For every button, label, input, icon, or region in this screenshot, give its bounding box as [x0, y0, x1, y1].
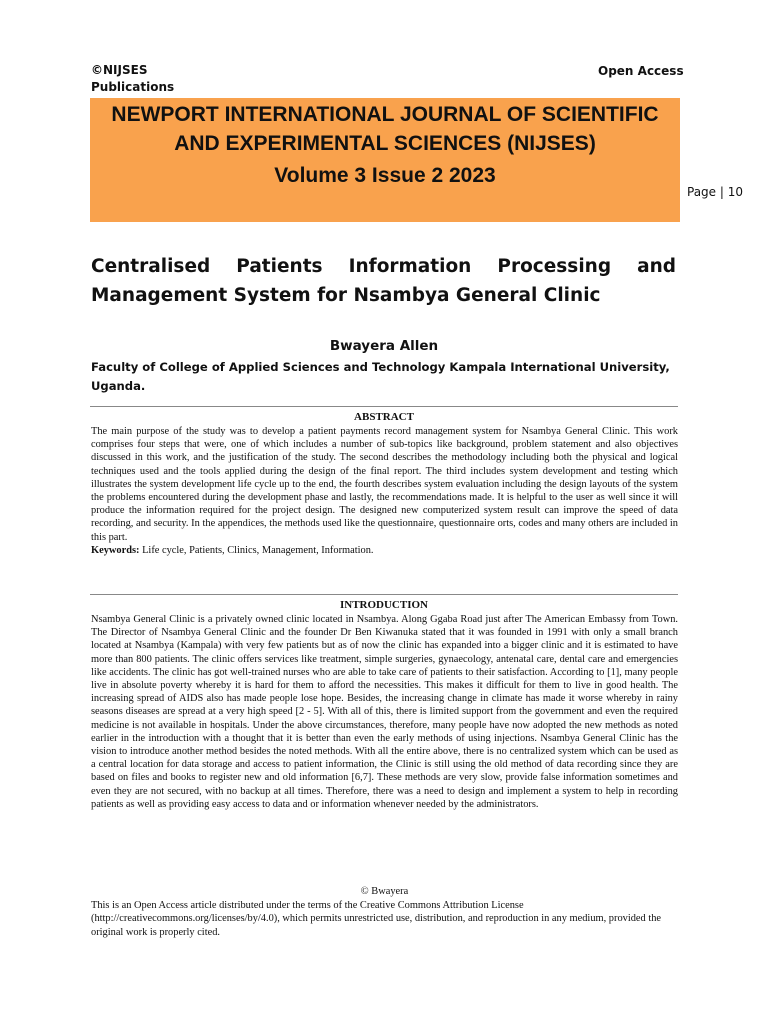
section-divider: [90, 406, 678, 407]
article-author: Bwayera Allen: [329, 338, 439, 354]
keywords-label: Keywords:: [91, 544, 140, 556]
author-affiliation: Faculty of College of Applied Sciences and Technology Kampala International University, Uganda.: [91, 360, 670, 393]
copyright-line: © Bwayera: [360, 886, 409, 897]
introduction-heading: INTRODUCTION: [339, 599, 428, 611]
article-title: Centralised Patients Information Processing and Management System for Nsambya General Clinic: [91, 256, 676, 306]
page-number: Page | 10: [687, 185, 743, 199]
publisher-label: ©NIJSES Publications: [91, 63, 175, 94]
introduction-text: Nsambya General Clinic is a privately owned clinic located in Nsambya. Along Ggaba Road just after The American Embassy from Town. The Director of Nsambya General Clinic and the founder Dr Ben Kiwanuka stated that it was founded in 1991 with only a small branch located at Nsambya (Kampala) with very few patients but as of now the clinic has expanded into a bigger clinic and it is estimated to have more than 800 patients. The clinic offers services like treatment, simple surgeries, gynaecology, antenatal care, dental care and emergencies like accidents. The clinic has got well-trained nurses who are able to take care of patients to their satisfaction. According to [1], many people live in absolute poverty whereby it is hard for them to afford the necessities. This makes it difficult for them to live in good health. The increasing spread of AIDS also has made people lose hope. Besides, the increasing change in climate has made it worse whereby in rainy seasons diseases are spread at a very high speed [2 - 5]. With all of this, there is limited support from the government and even the required medicine is not available in hospitals. Under the above circumstances, therefore, many people have now adopted the new methods as noted earlier in the introduction with a thought that it is better than even the early methods of using injections. Nsambya General Clinic has the vision to introduce another method besides the noted methods. With all the entire above, there is no centralized system which can be used as a central location for data storage and access to patient information, the Clinic is still using the old method of data recording since they are based on files and books to register new and old information [6,7]. These methods are very slow, provide false information sometimes and even they are not secured, with no backup at all times. Therefore, there was a need to design and implement a system to help in recording patients as well as providing easy access to data and or information whenever needed by the administrators.: [91, 614, 678, 810]
open-access-label: Open Access: [598, 64, 684, 78]
journal-title: NEWPORT INTERNATIONAL JOURNAL OF SCIENTIFIC AND EXPERIMENTAL SCIENCES (NIJSES): [111, 103, 659, 155]
journal-banner: [90, 98, 680, 222]
abstract-body: The main purpose of the study was to develop a patient payments record management system for Nsambya General Clinic. This work comprises four steps that were, one of which includes a number of sub-topics like background, problem statement and also objectives discussed in this work, and the justification of the study. The second describes the methodology including both the physical and logical techniques used and the tools applied during the design of the final report. The third includes system development and testing which illustrates the system development life cycle up to the end, the fourth describes system evaluation including the design layouts of the system the problems encountered during the development phase and lastly, the recommendations made. It is helpful to the user as well since it will produce the information required for the project design. The designed new computerized system result can improve the speed of data recording, and security. In the appendices, the methods used like the questionnaire, questionnaire orts, codes and many others are included in this part.: [91, 426, 678, 543]
license-footer: [91, 885, 678, 939]
license-text: This is an Open Access article distributed under the terms of the Creative Commons Attribution License (http://creativecommons.org/licenses/by/4.0), which permits unrestricted use, distribution, and reproduction in any medium, provided the original work is properly cited.: [91, 899, 662, 938]
abstract-heading: ABSTRACT: [354, 411, 414, 423]
keywords-list: Life cycle, Patients, Clinics, Management, Information.: [139, 544, 374, 556]
section-divider: [90, 594, 678, 595]
journal-volume: Volume 3 Issue 2 2023: [274, 164, 496, 187]
abstract-text: [91, 425, 678, 557]
